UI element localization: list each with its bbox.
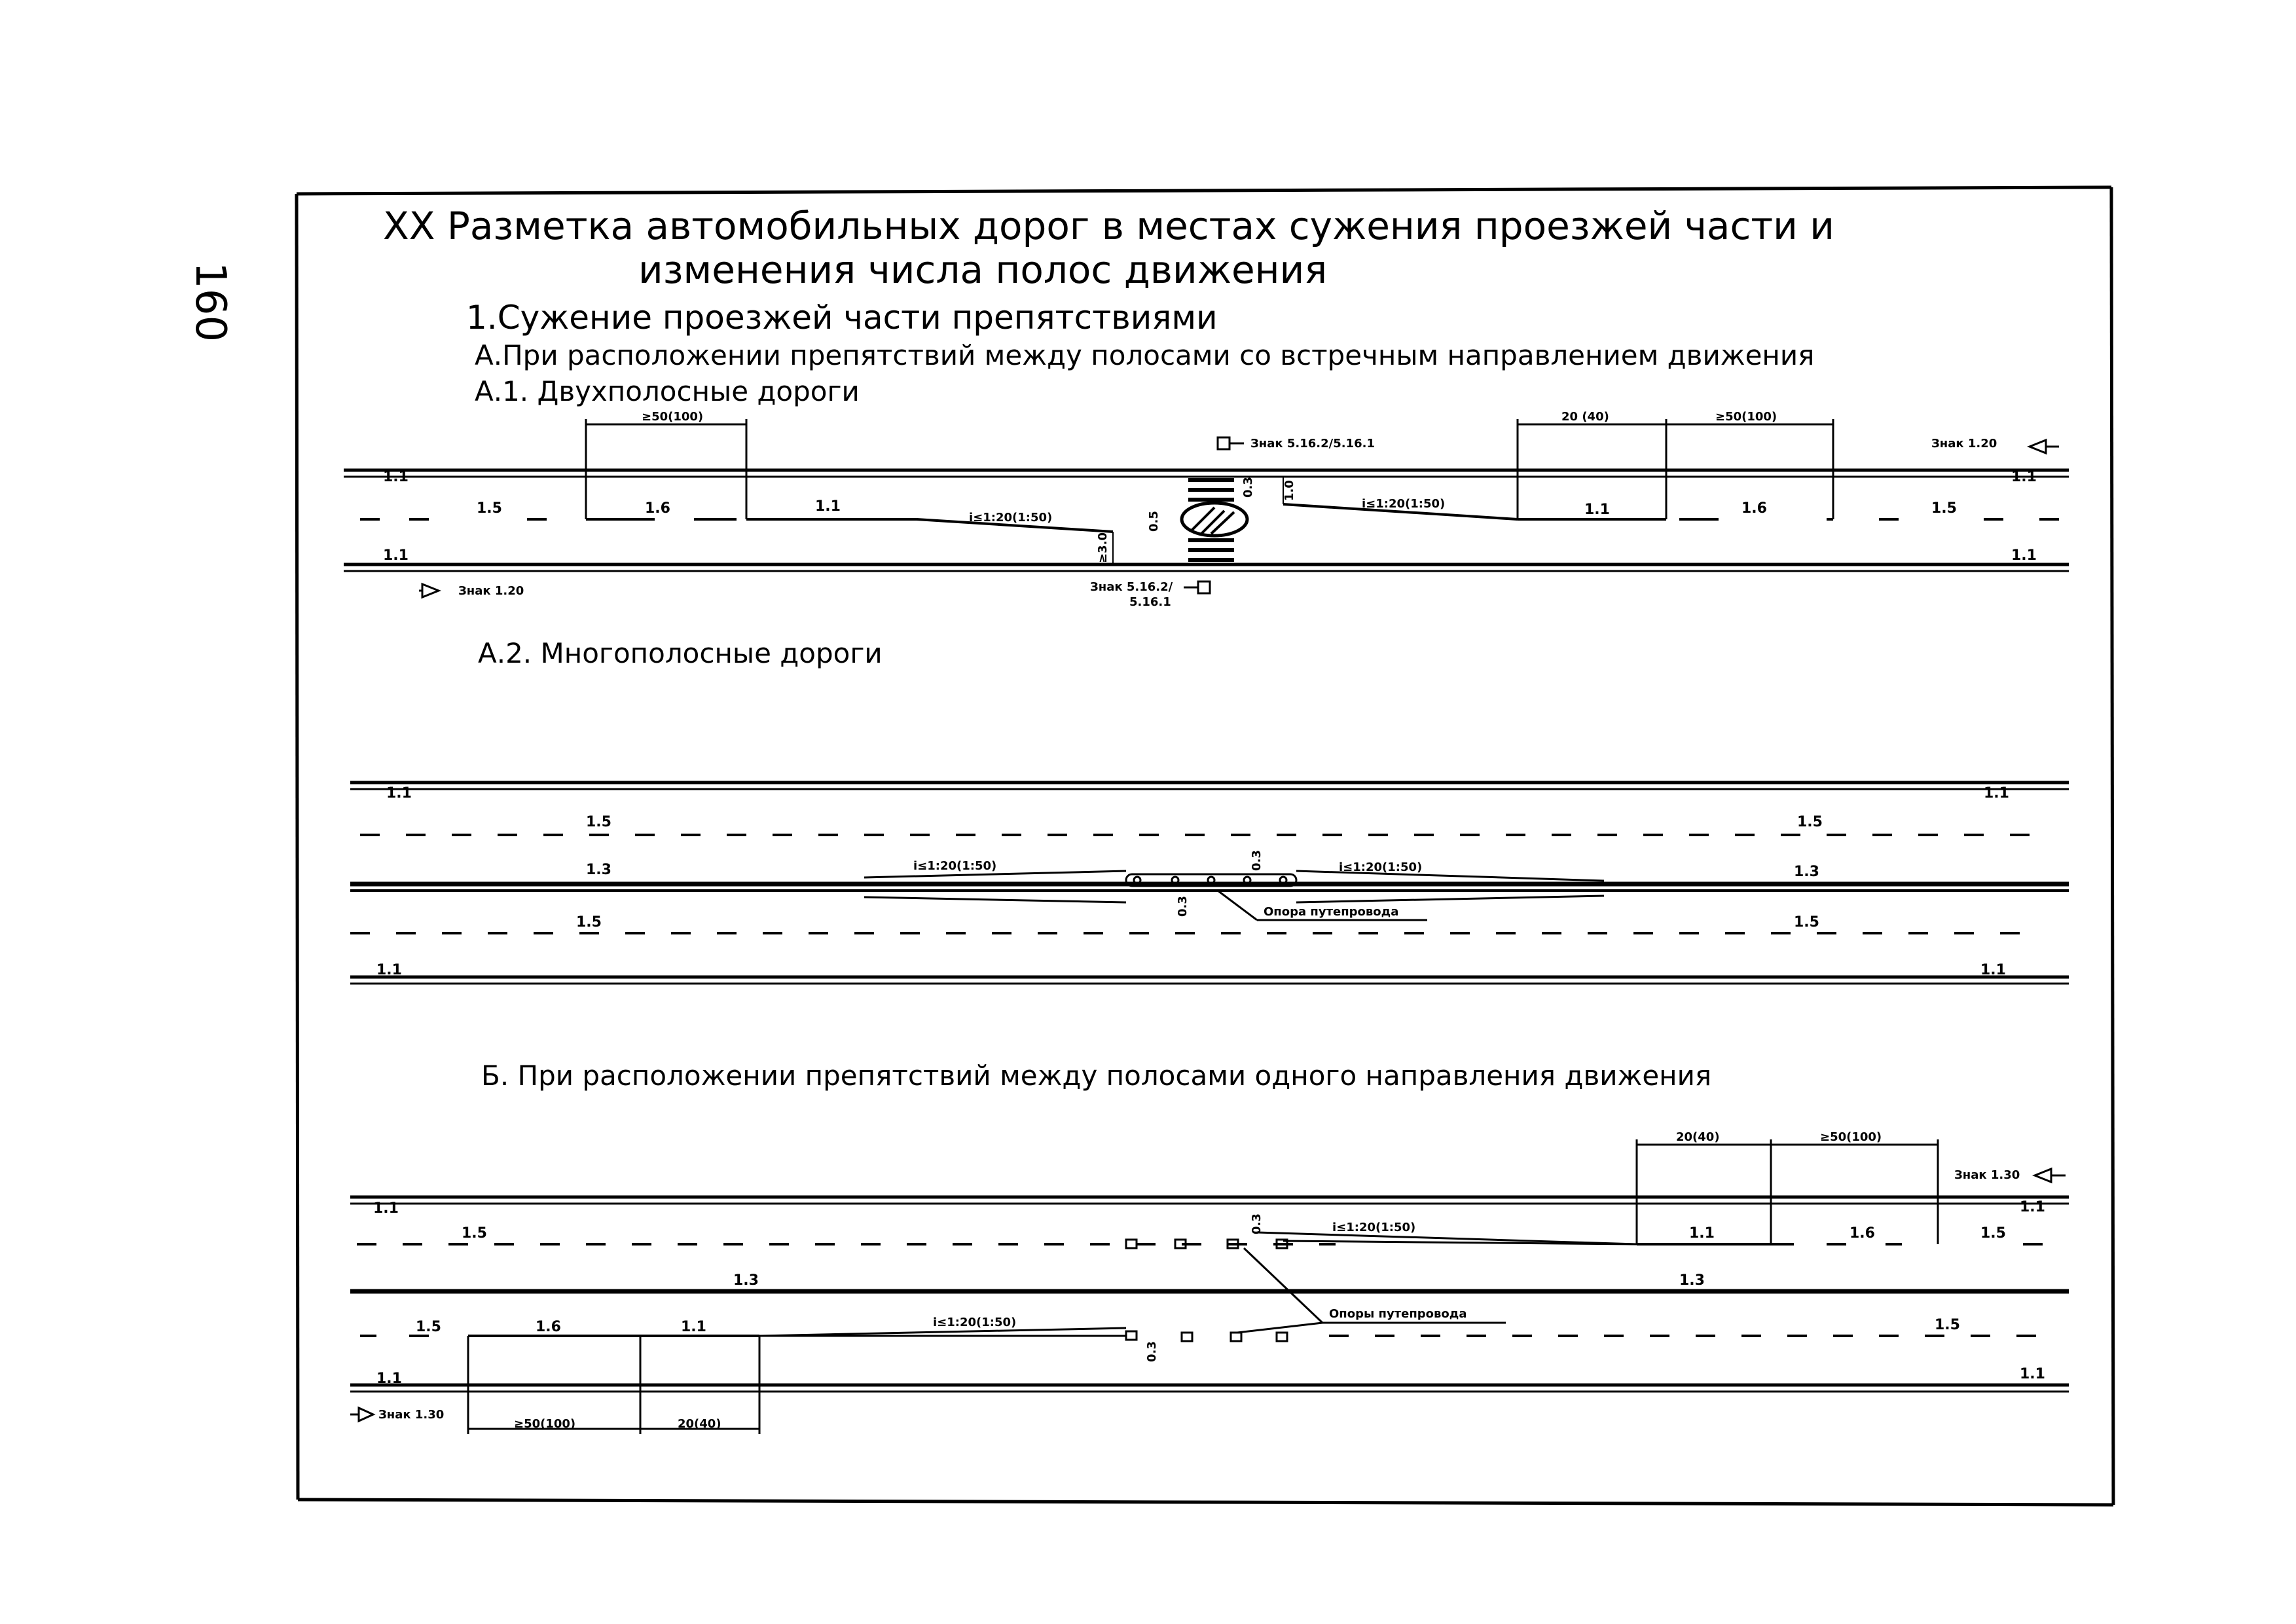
b-marking-1-1-mid-b: 1.1 bbox=[1689, 1225, 1715, 1242]
a1-marking-1-1-c: 1.1 bbox=[2011, 469, 2037, 485]
a1-marking-1-6-b: 1.6 bbox=[1741, 500, 1767, 517]
b-dim-top-a: 20(40) bbox=[1676, 1130, 1720, 1144]
a2-marking-1-5-d: 1.5 bbox=[1794, 914, 1819, 931]
b-marking-1-5-b: 1.5 bbox=[1980, 1225, 2006, 1242]
a1-sign-top-box bbox=[1218, 437, 1230, 449]
section-a1-heading: А.1. Двухполосные дороги bbox=[475, 375, 860, 407]
a1-marking-1-1-mid-a: 1.1 bbox=[815, 498, 841, 515]
a2-dim-03a: 0.3 bbox=[1250, 850, 1264, 871]
b-slope-top: i≤1:20(1:50) bbox=[1332, 1221, 1416, 1234]
b-diagram bbox=[350, 1139, 2069, 1434]
a1-marking-1-5-b: 1.5 bbox=[1931, 500, 1957, 517]
a2-marking-1-1-b: 1.1 bbox=[1984, 785, 2009, 802]
a1-marking-1-1-a: 1.1 bbox=[383, 469, 409, 485]
b-dim-03a: 0.3 bbox=[1250, 1213, 1264, 1234]
b-marking-1-1-c: 1.1 bbox=[376, 1371, 402, 1387]
a1-sign-right: Знак 1.20 bbox=[1931, 437, 1997, 451]
b-marking-1-1-a: 1.1 bbox=[373, 1200, 399, 1217]
a1-marking-1-6-a: 1.6 bbox=[645, 500, 670, 517]
section-b-heading: Б. При расположении препятствий между полосами одного направления движения bbox=[481, 1060, 1712, 1092]
a1-sign-bottom: Знак 5.16.2/ bbox=[1090, 580, 1173, 594]
arrow-left-icon bbox=[2030, 440, 2046, 453]
a1-dim-left-top: ≥50(100) bbox=[642, 410, 704, 424]
a1-marking-1-1-b: 1.1 bbox=[383, 547, 409, 564]
b-sign-right: Знак 1.30 bbox=[1954, 1168, 2020, 1182]
a1-marking-1-5-a: 1.5 bbox=[477, 500, 502, 517]
a2-diagram bbox=[350, 783, 2069, 984]
section-1-heading: 1.Сужение проезжей части препятствиями bbox=[466, 299, 1218, 337]
a1-dim-right-a: 20 (40) bbox=[1561, 410, 1609, 424]
a1-marking-1-1-d: 1.1 bbox=[2011, 547, 2037, 564]
b-marking-1-6-a: 1.6 bbox=[536, 1319, 561, 1335]
a1-sign-bottom-box bbox=[1198, 581, 1210, 593]
arrow-right-icon bbox=[422, 584, 439, 597]
a2-marking-1-3-a: 1.3 bbox=[586, 862, 611, 878]
a1-marking-1-1-mid-b: 1.1 bbox=[1584, 502, 1610, 518]
section-a-heading: А.При расположении препятствий между полосами со встречным направлением движения bbox=[475, 339, 1815, 371]
b-sign-left: Знак 1.30 bbox=[378, 1408, 445, 1422]
b-marking-1-6-b: 1.6 bbox=[1850, 1225, 1875, 1242]
a1-sign-bottom2: 5.16.1 bbox=[1129, 595, 1171, 609]
a1-dim-30: ≥3.0 bbox=[1096, 532, 1110, 563]
b-dim-bot-a: ≥50(100) bbox=[514, 1417, 576, 1431]
b-slope-bot: i≤1:20(1:50) bbox=[933, 1316, 1017, 1329]
a1-sign-top: Знак 5.16.2/5.16.1 bbox=[1250, 437, 1375, 451]
a2-marking-1-3-b: 1.3 bbox=[1794, 864, 1819, 880]
a2-marking-1-5-c: 1.5 bbox=[576, 914, 602, 931]
a1-slope-right: i≤1:20(1:50) bbox=[1362, 497, 1446, 511]
b-marking-1-1-d: 1.1 bbox=[2020, 1366, 2045, 1382]
a2-slope-right: i≤1:20(1:50) bbox=[1339, 860, 1423, 874]
a1-dim-05: 0.5 bbox=[1147, 511, 1161, 532]
a1-sign-left: Знак 1.20 bbox=[458, 584, 524, 598]
a2-dim-03b: 0.3 bbox=[1176, 896, 1190, 917]
arrow-right-icon bbox=[359, 1408, 373, 1421]
section-a2-heading: А.2. Многополосные дороги bbox=[478, 637, 883, 669]
arrow-left-icon bbox=[2035, 1169, 2051, 1182]
b-marking-1-5-c: 1.5 bbox=[416, 1319, 441, 1335]
a2-slope-left: i≤1:20(1:50) bbox=[913, 859, 997, 873]
a1-diagram bbox=[344, 419, 2069, 597]
b-dim-bot-b: 20(40) bbox=[678, 1417, 721, 1431]
a1-slope-left: i≤1:20(1:50) bbox=[969, 511, 1053, 525]
b-dim-top-b: ≥50(100) bbox=[1820, 1130, 1882, 1144]
b-marking-1-5-a: 1.5 bbox=[462, 1225, 487, 1242]
b-marking-1-3-a: 1.3 bbox=[733, 1272, 759, 1289]
b-dim-03b: 0.3 bbox=[1145, 1341, 1159, 1362]
b-marking-1-1-mid-a: 1.1 bbox=[681, 1319, 706, 1335]
a2-marking-1-1-c: 1.1 bbox=[376, 962, 402, 978]
b-marking-1-5-d: 1.5 bbox=[1935, 1317, 1960, 1333]
b-marking-1-1-b: 1.1 bbox=[2020, 1199, 2045, 1215]
a2-marking-1-5-b: 1.5 bbox=[1797, 814, 1823, 830]
a2-marking-1-1-a: 1.1 bbox=[386, 785, 412, 802]
b-supports-label: Опоры путепровода bbox=[1329, 1307, 1467, 1321]
main-title-line1: XX Разметка автомобильных дорог в местах сужения проезжей части и bbox=[383, 204, 1834, 248]
a1-dim-03: 0.3 bbox=[1241, 477, 1255, 498]
a1-dim-10: 1.0 bbox=[1283, 480, 1296, 501]
a2-marking-1-1-d: 1.1 bbox=[1980, 962, 2006, 978]
main-title-line2: изменения числа полос движения bbox=[638, 248, 1328, 292]
a1-dim-right-b: ≥50(100) bbox=[1715, 410, 1777, 424]
a1-labels bbox=[383, 410, 2037, 609]
a2-marking-1-5-a: 1.5 bbox=[586, 814, 611, 830]
a2-support-label: Опора путепровода bbox=[1264, 905, 1399, 919]
b-marking-1-3-b: 1.3 bbox=[1679, 1272, 1705, 1289]
page-number: 160 bbox=[186, 262, 234, 342]
